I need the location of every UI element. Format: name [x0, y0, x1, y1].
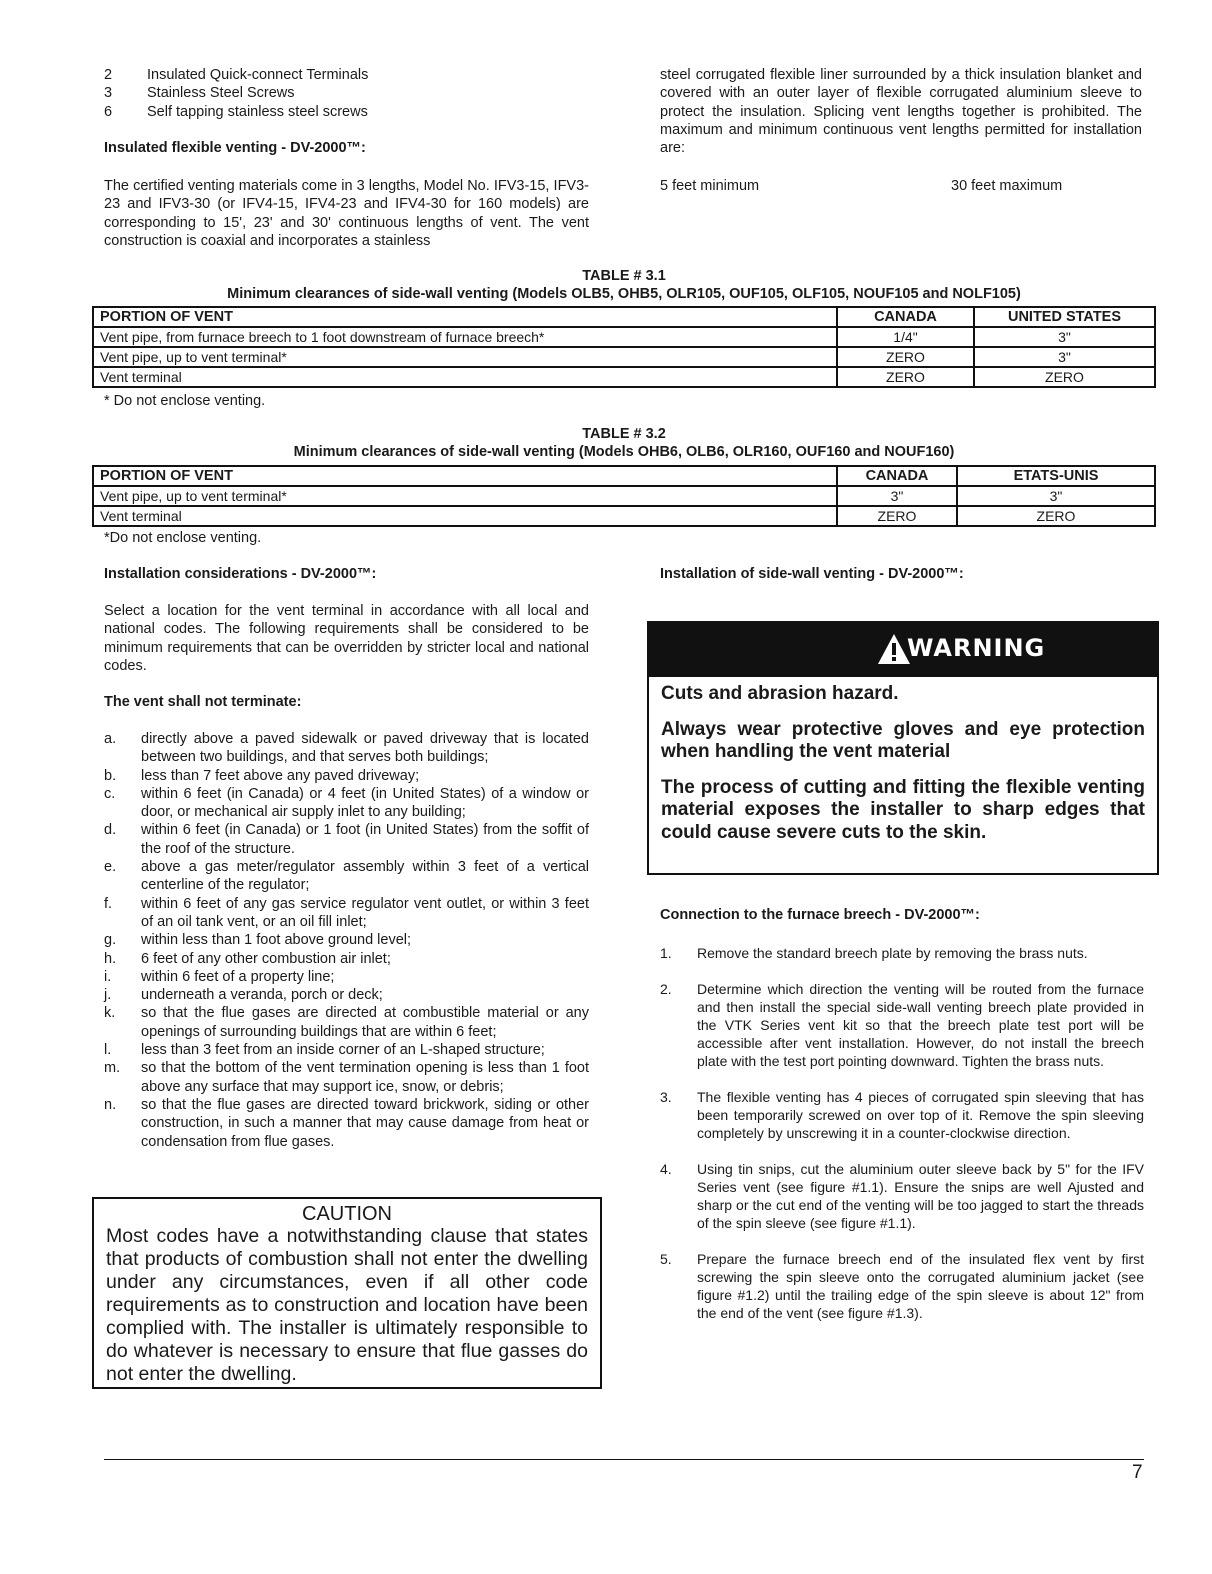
warning-line: Always wear protective gloves and eye protection when handling the vent material	[661, 718, 1145, 762]
vent-min-length: 5 feet minimum	[660, 178, 760, 194]
install-sidewall-heading: Installation of side-wall venting - DV-2000™:	[660, 566, 964, 582]
caution-title: CAUTION	[302, 1203, 392, 1225]
list-item: d. within 6 feet (in Canada) or 1 foot (in United States) from the soffit of the roof of the structure.	[104, 822, 589, 857]
list-item: f. within 6 feet of any gas service regulator vent outlet, or within 3 feet of an oil tank vent, or an oil fill inlet;	[104, 895, 589, 930]
list-item: 6 Self tapping stainless steel screws	[104, 103, 368, 120]
list-item: 3 Stainless Steel Screws	[104, 85, 295, 102]
install-considerations-intro: Select a location for the vent terminal in accordance with all local and national codes. The following requirements shall be considered to be minimum requirements that can be overridden by stricter local and national codes.	[104, 603, 589, 674]
table-row: Vent pipe, up to vent terminal* ZERO 3"	[93, 347, 1155, 367]
list-item: i. within 6 feet of a property line;	[104, 968, 335, 985]
table-row: Vent pipe, up to vent terminal* 3" 3"	[93, 486, 1155, 506]
table-header-row: PORTION OF VENT CANADA UNITED STATES	[93, 307, 1155, 327]
table1-number: TABLE # 3.1	[582, 268, 666, 284]
list-item: l. less than 3 feet from an inside corner of an L-shaped structure;	[104, 1042, 545, 1059]
footer-rule	[104, 1459, 1144, 1460]
list-item: b. less than 7 feet above any paved driveway;	[104, 767, 420, 784]
install-considerations-heading: Installation considerations - DV-2000™:	[104, 566, 377, 582]
table-row: Vent pipe, from furnace breech to 1 foot downstream of furnace breech* 1/4" 3"	[93, 327, 1155, 347]
table2-number: TABLE # 3.2	[582, 426, 666, 442]
flex-venting-heading: Insulated flexible venting - DV-2000™:	[104, 140, 366, 156]
caution-box	[92, 1197, 602, 1389]
clearance-table-2	[92, 465, 1156, 527]
table2-note: *Do not enclose venting.	[104, 530, 262, 546]
list-item: 2. Determine which direction the venting will be routed from the furnace and then install the special side-wall venting breech plate provided in the VTK Series vent kit so that the breech plate test port will be accessible after vent installation. However, do not install the breech plate with the test port pointing downward. Tighten the brass nuts.	[660, 981, 1144, 1069]
list-item: 5. Prepare the furnace breech end of the insulated flex vent by first screwing the spin sleeve onto the corrugated aluminium jacket (see figure #1.2) until the trailing edge of the spin sleeve is about 12" from the end of the vent (see figure #1.3).	[660, 1251, 1144, 1321]
list-item: 2 Insulated Quick-connect Terminals	[104, 67, 369, 83]
list-item: j. underneath a veranda, porch or deck;	[104, 987, 383, 1004]
warning-title: WARNING	[907, 634, 1046, 662]
connection-heading: Connection to the furnace breech - DV-2000™:	[660, 907, 980, 923]
connection-steps	[660, 944, 1144, 1322]
list-item: k. so that the flue gases are directed at combustible material or any openings of surrounding buildings that are within 6 feet;	[104, 1005, 589, 1040]
table1-title: Minimum clearances of side-wall venting (Models OLB5, OHB5, OLR105, OUF105, OLF105, NOUF105 and NOLF105)	[227, 286, 1021, 302]
list-item: h. 6 feet of any other combustion air inlet;	[104, 950, 391, 967]
warning-banner	[649, 623, 1157, 677]
caution-text: Most codes have a notwithstanding clause that states that products of combustion shall not enter the dwelling under any circumstances, even if all other code requirements as to construction and location have been complied with. The installer is ultimately responsible to do whatever is necessary to ensure that flue gasses do not enter the dwelling.	[106, 1225, 588, 1385]
table2-title: Minimum clearances of side-wall venting (Models OHB6, OLB6, OLR160, OUF160 and NOUF160)	[293, 444, 955, 460]
clearance-table-1	[92, 306, 1156, 388]
list-item: c. within 6 feet (in Canada) or 4 feet (in United States) of a window or door, or mechanical air supply inlet to any building;	[104, 785, 589, 821]
table1-note: * Do not enclose venting.	[104, 393, 266, 409]
list-item: m. so that the bottom of the vent termination opening is less than 1 foot above any surface that may support ice, snow, or debris;	[104, 1060, 589, 1095]
list-item: g. within less than 1 foot above ground level;	[104, 932, 412, 949]
list-item: e. above a gas meter/regulator assembly within 3 feet of a vertical centerline of the regulator;	[104, 859, 589, 894]
list-item: 3. The flexible venting has 4 pieces of corrugated spin sleeving that has been temporarily screwed on over top of it. Remove the spin sleeving completely by unscrewing it in a counter-clockwise direction.	[660, 1089, 1144, 1141]
table-row: Vent terminal ZERO ZERO	[93, 367, 1155, 387]
list-item: n. so that the flue gases are directed toward brickwork, siding or other construction, in such a manner that may cause damage from heat or condensation from flue gases.	[104, 1096, 589, 1150]
warning-line: Cuts and abrasion hazard.	[661, 683, 899, 704]
flex-venting-text: The certified venting materials come in 3 lengths, Model No. IFV3-15, IFV3-23 and IFV3-30 (or IFV4-15, IFV4-23 and IFV4-30 for 160 models) are corresponding to 15', 23' and 30' continuous lengths of vent. The vent construction is coaxial and incorporates a stainless	[104, 178, 589, 249]
termination-list	[104, 730, 589, 1151]
vent-max-length: 30 feet maximum	[951, 178, 1063, 194]
warning-box	[647, 621, 1159, 875]
vent-not-terminate-heading: The vent shall not terminate:	[104, 694, 302, 710]
table-row: Vent terminal ZERO ZERO	[93, 506, 1155, 526]
parts-list	[104, 66, 591, 121]
table-header-row: PORTION OF VENT CANADA ETATS-UNIS	[93, 466, 1155, 486]
list-item: 1. Remove the standard breech plate by removing the brass nuts.	[660, 945, 1088, 961]
warning-body	[649, 677, 1157, 844]
list-item: a. directly above a paved sidewalk or paved driveway that is located between two buildings, and that serves both buildings;	[104, 731, 589, 766]
warning-line: The process of cutting and fitting the flexible venting material exposes the installer to sharp edges that could cause severe cuts to the skin.	[661, 776, 1145, 843]
flex-venting-text-cont: steel corrugated flexible liner surrounded by a thick insulation blanket and covered with an outer layer of flexible corrugated aluminium sleeve to protect the insulation. Splicing vent lengths together is prohibited. The maximum and minimum continuous vent lengths permitted for installation are:	[660, 67, 1142, 157]
list-item: 4. Using tin snips, cut the aluminium outer sleeve back by 5" for the IFV Series vent (see figure #1.1). Ensure the snips are well Ajusted and sharp or the cut end of the venting will be too jagged to start the threads of the spin sleeve (see figure #1.1).	[660, 1161, 1144, 1231]
page-number: 7	[1132, 1462, 1143, 1483]
